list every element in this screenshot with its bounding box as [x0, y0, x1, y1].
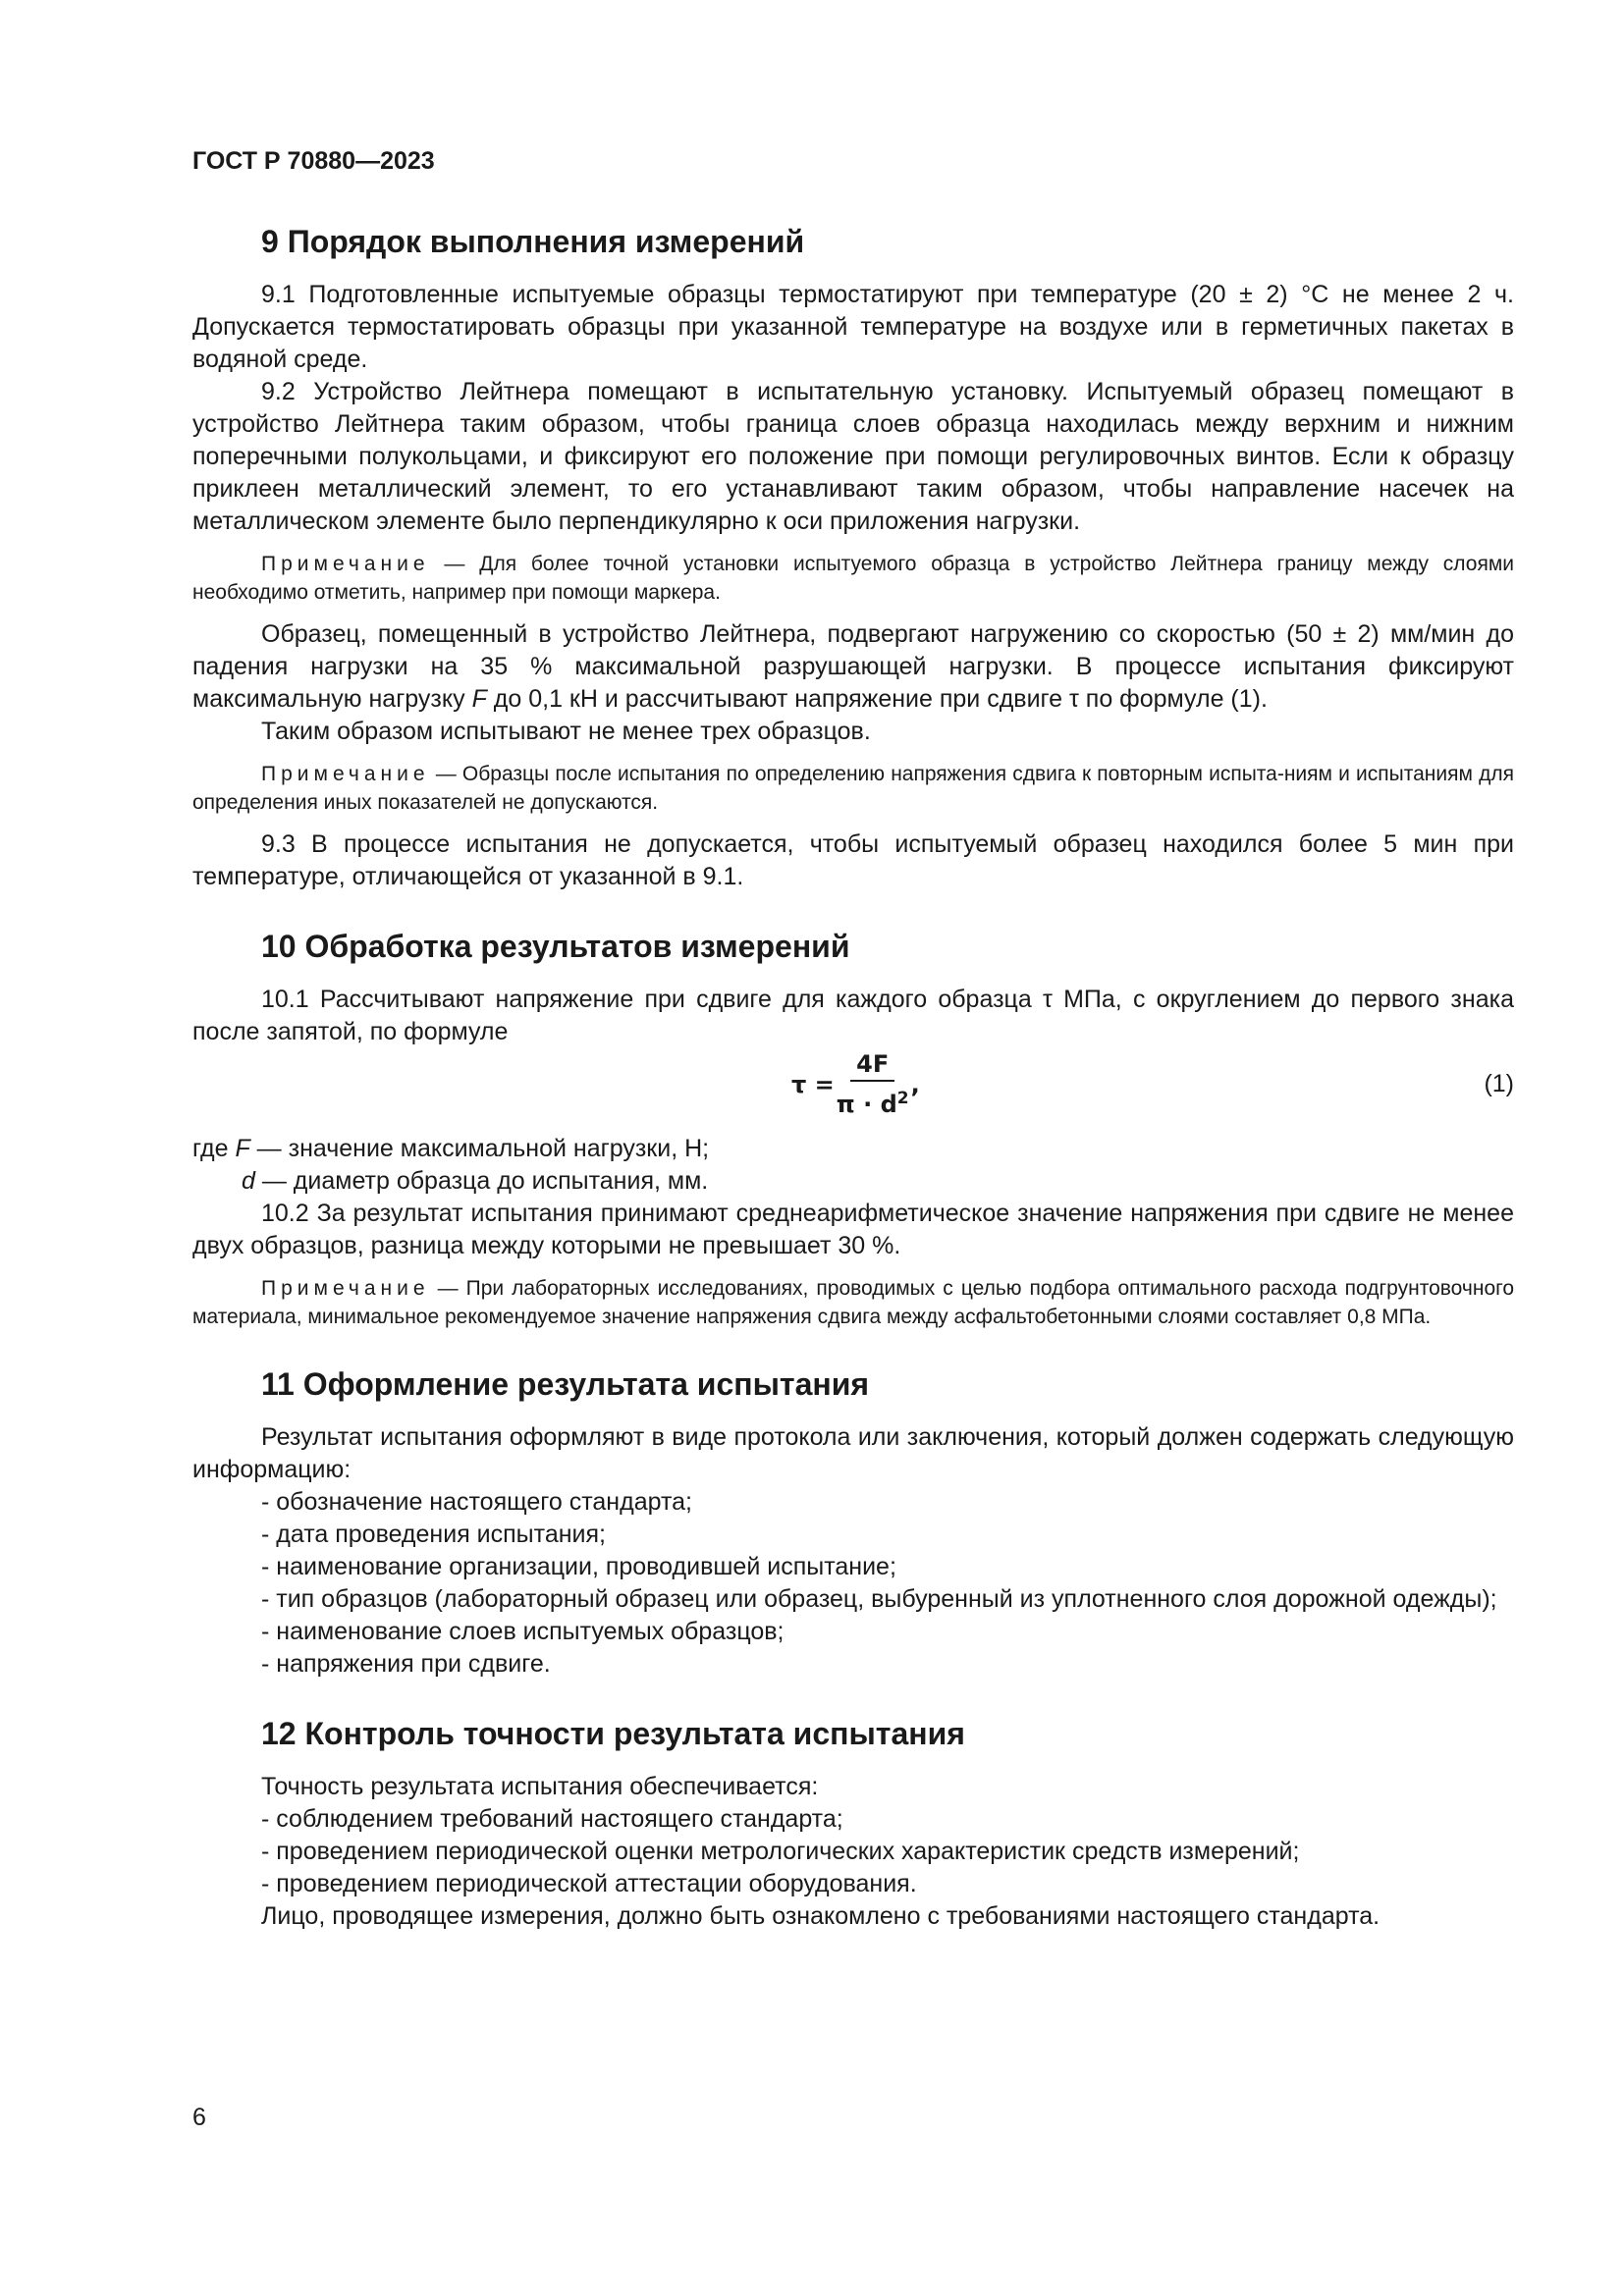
paragraph-loading	[192, 618, 1514, 716]
variable-d: d	[242, 1167, 255, 1195]
list-item: - наименование организации, проводившей испытание;	[261, 1553, 896, 1580]
note-1	[192, 550, 1514, 607]
where-F	[192, 1133, 1514, 1165]
variable-F: F	[235, 1135, 250, 1162]
paragraph-9-3: 9.3 В процессе испытания не допускается, чтобы испытуемый образец находился более 5 мин при температуре, отличающейся от указанной в 9.1.	[192, 830, 1514, 890]
section-10-title: 10 Обработка результатов измерений	[261, 929, 850, 964]
paragraph-9-2: 9.2 Устройство Лейтнера помещают в испытательную установку. Испытуемый образец помещают в устройство Лейтнера таким образом, чтобы граница слоев образца находилась между верхним и нижним поперечными полукольцами, и фиксируют его положение при помощи регулировочных винтов. Если к образцу приклеен металлический элемент, то его устанавливают таким образом, чтобы направление насечек на металлическом элементе было перпендикулярно к оси приложения нагрузки.	[192, 378, 1514, 535]
list-item: - соблюдением требований настоящего стандарта;	[261, 1805, 843, 1833]
note-label: Примечание	[261, 763, 430, 785]
list-item: - наименование слоев испытуемых образцов;	[261, 1618, 785, 1645]
note-text: — Для более точной установки испытуемого образца в устройство Лейтнера границу между слоями необходимо отметить, например при помощи маркера.	[192, 553, 1514, 604]
section-11-intro: Результат испытания оформляют в виде протокола или заключения, который должен содержать следующую информацию:	[192, 1423, 1514, 1483]
formula-tail: ,	[910, 1070, 920, 1098]
text-part: до 0,1 кН и рассчитывают напряжение при сдвиге τ по формуле (1).	[486, 685, 1268, 713]
formula-denominator	[837, 1082, 909, 1119]
note-3	[192, 1274, 1514, 1331]
list-item: - обозначение настоящего стандарта;	[261, 1488, 692, 1516]
variable-F: F	[471, 685, 487, 713]
list-item: - напряжения при сдвиге.	[261, 1650, 551, 1678]
denominator-text: π · d	[836, 1091, 897, 1118]
where-d-text: — диаметр образца до испытания, мм.	[254, 1167, 709, 1195]
text-part: Образец, помещенный в устройство Лейтнера, подвергают нагружению со скоростью (50 ± 2) мм/мин до падения нагрузки на 35 % максимальной разрушающей нагрузки. В процессе испытания фиксируют максимальную нагрузку	[192, 620, 1514, 713]
where-prefix: где	[192, 1135, 236, 1162]
formula-fraction	[837, 1050, 909, 1119]
note-text: — Образцы после испытания по определению напряжения сдвига к повторным испыта-ниям и испытаниям для определения иных показателей не допускаются.	[192, 763, 1514, 814]
document-body	[192, 222, 1514, 1933]
formula-lhs: τ =	[791, 1070, 835, 1098]
list-item: - тип образцов (лабораторный образец или образец, выбуренный из уплотненного слоя дорожной одежды);	[261, 1585, 1497, 1613]
formula-numerator: 4F	[850, 1050, 894, 1082]
list-item: - проведением периодической оценки метрологических характеристик средств измерений;	[261, 1838, 1300, 1865]
paragraph-10-2: 10.2 За результат испытания принимают среднеарифметическое значение напряжения при сдвиге не менее двух образцов, разница между которыми не превышает 30 %.	[192, 1200, 1514, 1259]
note-label: Примечание	[261, 553, 430, 575]
paragraph-10-1: 10.1 Рассчитывают напряжение при сдвиге для каждого образца τ МПа, с округлением до первого знака после запятой, по формуле	[192, 986, 1514, 1045]
list-item: - проведением периодической аттестации оборудования.	[261, 1870, 917, 1897]
paragraph-three-samples: Таким образом испытывают не менее трех образцов.	[261, 718, 871, 745]
equation-number: (1)	[1484, 1070, 1514, 1097]
section-11-title: 11 Оформление результата испытания	[261, 1366, 870, 1402]
section-12-intro: Точность результата испытания обеспечивается:	[261, 1773, 819, 1800]
where-d	[192, 1165, 1514, 1198]
where-F-text: — значение максимальной нагрузки, Н;	[249, 1135, 710, 1162]
note-text: — При лабораторных исследованиях, проводимых с целью подбора оптимального расхода подгрунтовочного материала, минимальное рекомендуемое значение напряжения сдвига между асфальтобетонными слоями составляет 0,8 МПа.	[192, 1277, 1514, 1328]
formula-1	[192, 1048, 1514, 1121]
denominator-exponent: 2	[896, 1089, 909, 1108]
section-9-title: 9 Порядок выполнения измерений	[261, 224, 805, 259]
section-12-title: 12 Контроль точности результата испытания	[261, 1716, 965, 1751]
page-number: 6	[192, 2104, 206, 2131]
note-2	[192, 760, 1514, 817]
running-header: ГОСТ Р 70880—2023	[192, 147, 435, 175]
formula-expression	[791, 1048, 920, 1121]
list-item: - дата проведения испытания;	[261, 1521, 606, 1548]
section-12-closing: Лицо, проводящее измерения, должно быть ознакомлено с требованиями настоящего стандарта.	[261, 1902, 1380, 1930]
note-label: Примечание	[261, 1277, 430, 1300]
paragraph-9-1: 9.1 Подготовленные испытуемые образцы термостатируют при температуре (20 ± 2) °С не менее 2 ч. Допускается термостатировать образцы при указанной температуре на воздухе или в герметичных пакетах в водяной среде.	[192, 281, 1514, 373]
